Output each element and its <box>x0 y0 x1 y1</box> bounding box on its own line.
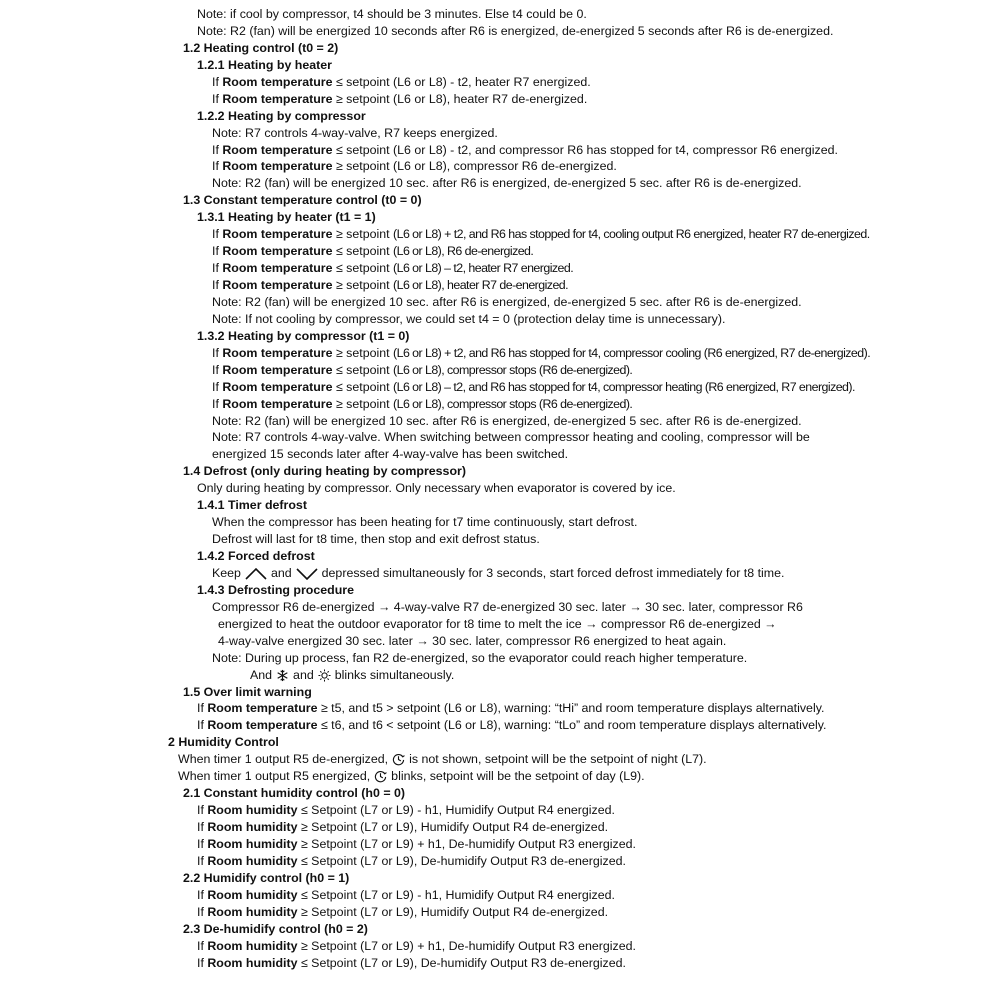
doc-line: When timer 1 output R5 energized, blinks, setpoint will be the setpoint of day (L9). <box>178 769 645 784</box>
doc-line: Defrost will last for t8 time, then stop and exit defrost status. <box>212 532 540 547</box>
doc-line: Note: R2 (fan) will be energized 10 sec. after R6 is energized, de-energized 5 sec. after R6 is de-energized. <box>212 413 802 428</box>
section-heading: 1.4 Defrost (only during heating by compressor) <box>183 464 466 479</box>
doc-line: If Room humidity ≤ Setpoint (L7 or L9), De-humidify Output R3 de-energized. <box>197 955 626 970</box>
doc-line: If Room temperature ≤ setpoint (L6 or L8) - t2, heater R7 energized. <box>212 74 591 89</box>
subsection-heading: 1.4.3 Defrosting procedure <box>197 582 354 597</box>
doc-line: energized to heat the outdoor evaporator for t8 time to melt the ice → compressor R6 de-energized → <box>218 616 777 631</box>
doc-line: If Room temperature ≥ setpoint (L6 or L8) + t2, and R6 has stopped for t4, compressor cooling (R6 energized, R7 de-energized). <box>212 345 871 360</box>
doc-line: If Room temperature ≤ setpoint (L6 or L8) – t2, and R6 has stopped for t4, compressor heating (R6 energized, R7 energized). <box>212 379 855 394</box>
chevron-down-icon <box>296 568 318 580</box>
doc-line: If Room temperature ≤ setpoint (L6 or L8) - t2, and compressor R6 has stopped for t4, compressor R6 energized. <box>212 142 838 157</box>
doc-line: Note: R2 (fan) will be energized 10 sec. after R6 is energized, de-energized 5 sec. after R6 is de-energized. <box>212 176 802 191</box>
section-heading: 2.3 De-humidify control (h0 = 2) <box>183 921 368 936</box>
doc-line: If Room humidity ≤ Setpoint (L7 or L9), De-humidify Output R3 de-energized. <box>197 853 626 868</box>
doc-line: Note: R2 (fan) will be energized 10 seconds after R6 is energized, de-energized 5 seconds after R6 is de-energized. <box>197 23 834 38</box>
doc-line: If Room temperature ≥ setpoint (L6 or L8), compressor stops (R6 de-energized). <box>212 396 633 411</box>
doc-line: Keep and depressed simultaneously for 3 seconds, start forced defrost immediately for t8 time. <box>212 565 785 580</box>
doc-line: If Room temperature ≥ setpoint (L6 or L8), heater R7 de-energized. <box>212 91 588 106</box>
doc-line: If Room humidity ≥ Setpoint (L7 or L9) + h1, De-humidify Output R3 energized. <box>197 938 636 953</box>
doc-line: If Room temperature ≤ setpoint (L6 or L8) – t2, heater R7 energized. <box>212 261 574 276</box>
section-heading: 2.1 Constant humidity control (h0 = 0) <box>183 786 406 801</box>
section-heading: 1.5 Over limit warning <box>183 684 312 699</box>
sun-icon <box>318 669 331 682</box>
subsection-heading: 1.3.2 Heating by compressor (t1 = 0) <box>197 328 410 343</box>
doc-line: If Room humidity ≥ Setpoint (L7 or L9), Humidify Output R4 de-energized. <box>197 904 609 919</box>
doc-line: When the compressor has been heating for t7 time continuously, start defrost. <box>212 515 638 530</box>
doc-line: If Room temperature ≤ t6, and t6 < setpoint (L6 or L8), warning: “tLo” and room temperature displays alternatively. <box>197 718 827 733</box>
doc-line: If Room humidity ≤ Setpoint (L7 or L9) - h1, Humidify Output R4 energized. <box>197 803 615 818</box>
doc-line: Only during heating by compressor. Only necessary when evaporator is covered by ice. <box>197 481 676 496</box>
doc-line: Note: During up process, fan R2 de-energized, so the evaporator could reach higher temperature. <box>212 650 748 665</box>
doc-line: Note: If not cooling by compressor, we could set t4 = 0 (protection delay time is unnecessary). <box>212 311 726 326</box>
doc-line: If Room temperature ≥ setpoint (L6 or L8), compressor R6 de-energized. <box>212 159 617 174</box>
chapter-heading: 2 Humidity Control <box>168 735 279 750</box>
section-heading: 1.2 Heating control (t0 = 2) <box>183 40 339 55</box>
doc-line: And and blinks simultaneously. <box>250 667 455 682</box>
doc-line: If Room humidity ≥ Setpoint (L7 or L9), Humidify Output R4 de-energized. <box>197 820 609 834</box>
document-page <box>0 6 1001 971</box>
doc-line: Compressor R6 de-energized → 4-way-valve R7 de-energized 30 sec. later → 30 sec. later, compressor R6 <box>212 599 803 614</box>
subsection-heading: 1.3.1 Heating by heater (t1 = 1) <box>197 210 376 225</box>
doc-line: energized 15 seconds later after 4-way-valve has been switched. <box>212 447 569 462</box>
doc-line: If Room temperature ≤ setpoint (L6 or L8), compressor stops (R6 de-energized). <box>212 362 633 377</box>
doc-line: Note: R7 controls 4-way-valve. When switching between compressor heating and cooling, compressor will be <box>212 430 810 445</box>
doc-line: If Room temperature ≥ setpoint (L6 or L8), heater R7 de-energized. <box>212 278 569 292</box>
doc-line: If Room humidity ≤ Setpoint (L7 or L9) - h1, Humidify Output R4 energized. <box>197 887 615 902</box>
subsection-heading: 1.4.1 Timer defrost <box>197 498 307 513</box>
subsection-heading: 1.4.2 Forced defrost <box>197 549 315 563</box>
clock-icon <box>392 753 405 766</box>
subsection-heading: 1.2.1 Heating by heater <box>197 57 332 72</box>
section-heading: 2.2 Humidify control (h0 = 1) <box>183 870 350 885</box>
doc-line: Note: R7 controls 4-way-valve, R7 keeps energized. <box>212 125 498 140</box>
doc-line: Note: R2 (fan) will be energized 10 sec. after R6 is energized, de-energized 5 sec. after R6 is de-energized. <box>212 294 802 309</box>
snowflake-icon <box>276 669 289 682</box>
doc-line: If Room temperature ≤ setpoint (L6 or L8), R6 de-energized. <box>212 244 534 259</box>
doc-line: If Room humidity ≥ Setpoint (L7 or L9) + h1, De-humidify Output R3 energized. <box>197 836 636 851</box>
section-heading: 1.3 Constant temperature control (t0 = 0) <box>183 193 422 208</box>
doc-line: 4-way-valve energized 30 sec. later → 30 sec. later, compressor R6 energized to heat again. <box>218 633 727 648</box>
doc-line: Note: if cool by compressor, t4 should be 3 minutes. Else t4 could be 0. <box>197 7 587 21</box>
doc-line: If Room temperature ≥ t5, and t5 > setpoint (L6 or L8), warning: “tHi” and room temperature displays alternatively. <box>197 701 825 716</box>
chevron-up-icon <box>245 568 267 580</box>
subsection-heading: 1.2.2 Heating by compressor <box>197 108 366 123</box>
doc-line: When timer 1 output R5 de-energized, is not shown, setpoint will be the setpoint of night (L7). <box>178 752 707 767</box>
doc-line: If Room temperature ≥ setpoint (L6 or L8) + t2, and R6 has stopped for t4, cooling output R6 energized, heater R7 de-energized. <box>212 227 870 242</box>
clock-icon <box>374 770 387 783</box>
